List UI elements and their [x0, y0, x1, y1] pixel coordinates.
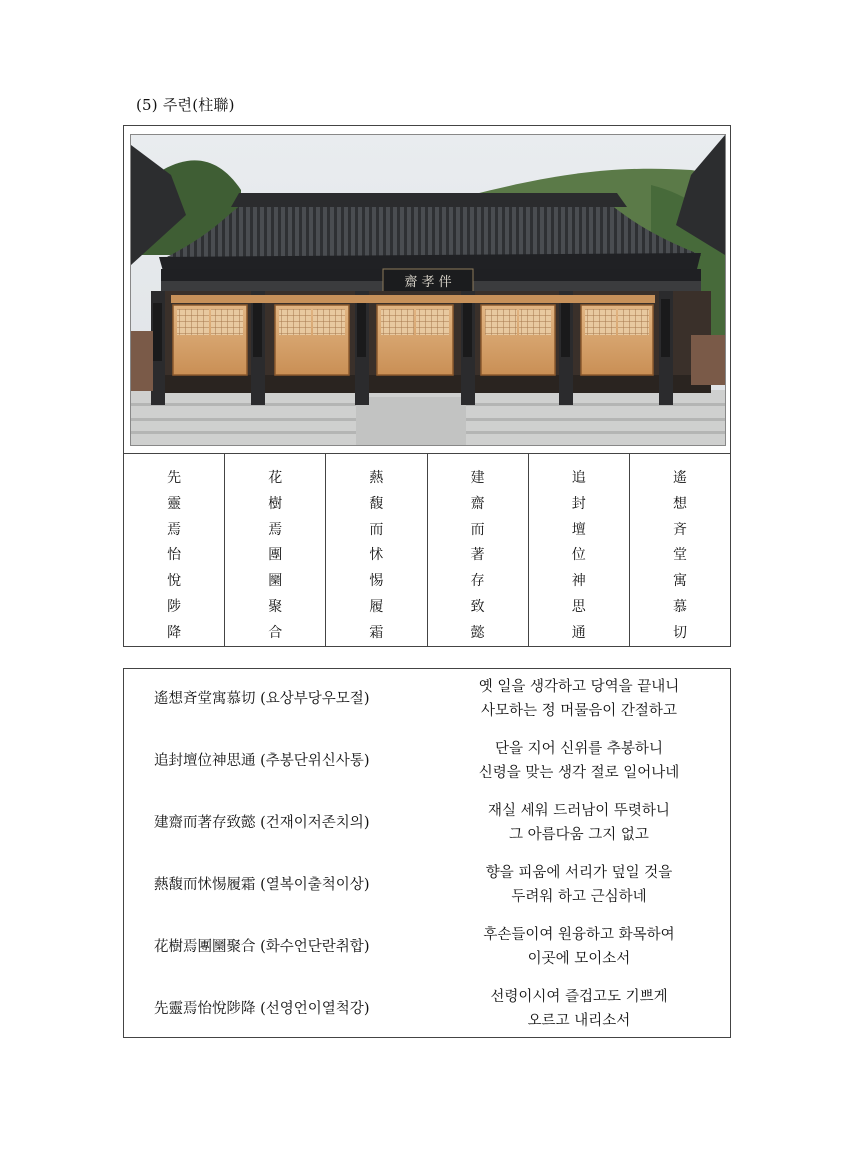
couplet-character: 樹	[268, 495, 283, 512]
translation-line: 그 아름다움 그지 없고	[509, 827, 649, 843]
couplet-character: 慕	[672, 598, 687, 615]
translation-row	[124, 731, 730, 793]
couplet-character: 著	[470, 547, 485, 564]
couplet-character: 怵	[369, 547, 384, 564]
couplet-character: 通	[571, 624, 586, 641]
couplet-column	[629, 454, 730, 647]
couplet-character: 而	[470, 521, 485, 538]
couplet-character: 花	[268, 470, 283, 486]
couplet-character: 想	[672, 495, 687, 512]
translation-row	[124, 917, 730, 979]
hanja-reading: 爇馥而怵惕履霜 (열복이출척이상)	[154, 877, 370, 893]
hanja-reading: 追封壇位神思通 (추봉단위신사통)	[154, 753, 370, 769]
couplet-character: 封	[571, 495, 586, 512]
signboard-text: 齋 孝 伴	[404, 275, 452, 290]
translation-line: 옛 일을 생각하고 당역을 끝내니	[478, 679, 680, 695]
translation-line: 향을 피움에 서리가 덮일 것을	[485, 865, 673, 881]
couplet-column	[124, 454, 224, 647]
couplet-character: 建	[470, 470, 485, 486]
translation-line: 단을 지어 신위를 추봉하니	[495, 741, 663, 757]
couplet-character: 履	[369, 598, 384, 615]
couplet-character: 悅	[167, 573, 182, 590]
translation-line: 이곳에 모이소서	[527, 951, 631, 967]
couplet-column	[224, 454, 325, 647]
couplet-character: 先	[167, 470, 182, 486]
couplet-character: 聚	[268, 598, 283, 615]
couplet-column	[427, 454, 528, 647]
hanja-reading: 建齋而著存致懿 (건재이저존치의)	[154, 815, 370, 831]
korean-translation	[440, 799, 718, 847]
couplet-character: 遙	[672, 470, 687, 486]
translation-line: 재실 세워 드러남이 뚜렷하니	[488, 803, 670, 819]
couplet-character: 寓	[672, 573, 687, 590]
couplet-character: 爇	[369, 470, 384, 486]
translation-row	[124, 669, 730, 731]
couplet-character: 而	[369, 521, 384, 538]
translation-line: 두려워 하고 근심하네	[511, 889, 647, 905]
couplet-character: 致	[470, 598, 485, 615]
hanja-reading: 先靈焉怡悅陟降 (선영언이열척강)	[154, 1001, 370, 1017]
translation-line: 후손들이여 원융하고 화목하여	[483, 927, 675, 943]
korean-translation	[440, 861, 718, 909]
couplet-character: 壇	[571, 521, 586, 538]
couplet-character: 焉	[167, 521, 182, 538]
couplet-character: 堂	[672, 547, 687, 564]
couplet-character: 馥	[369, 495, 384, 512]
korean-translation	[440, 675, 718, 723]
hanja-reading: 遙想斉堂寓慕切 (요상부당우모절)	[154, 691, 370, 707]
translation-row	[124, 793, 730, 855]
hanja-reading: 花樹焉團圞聚合 (화수언단란취합)	[154, 939, 370, 955]
translation-table	[123, 668, 731, 1038]
hanok-photo	[130, 134, 726, 446]
translation-line: 오르고 내리소서	[527, 1013, 631, 1029]
couplet-character: 惕	[369, 573, 384, 590]
korean-translation	[440, 737, 718, 785]
couplet-character: 斉	[672, 521, 687, 538]
couplet-character: 圞	[268, 573, 283, 590]
couplet-character: 靈	[167, 495, 182, 512]
couplet-character: 焉	[268, 521, 283, 538]
korean-translation	[440, 923, 718, 971]
couplet-character: 霜	[369, 624, 384, 641]
pillar-couplet-columns	[124, 453, 730, 647]
couplet-character: 存	[470, 573, 485, 590]
couplet-character: 怡	[167, 547, 182, 564]
couplet-character: 追	[571, 470, 586, 486]
translation-row	[124, 979, 730, 1041]
couplet-character: 切	[672, 624, 687, 641]
translation-line: 신령을 맞는 생각 절로 일어나네	[478, 765, 680, 781]
couplet-character: 懿	[470, 624, 485, 641]
translation-line: 사모하는 정 머물음이 간절하고	[481, 703, 677, 719]
couplet-character: 降	[167, 624, 182, 641]
translation-line: 선령이시여 즐겁고도 기쁘게	[490, 989, 668, 1005]
korean-translation	[440, 985, 718, 1033]
couplet-character: 合	[268, 624, 283, 641]
couplet-character: 齋	[470, 495, 485, 512]
section-title: (5) 주련(柱聯)	[136, 96, 235, 114]
couplet-character: 團	[268, 547, 283, 564]
pillar-couplet-box	[123, 125, 731, 647]
couplet-character: 陟	[167, 598, 182, 615]
couplet-character: 位	[571, 547, 586, 564]
couplet-character: 思	[571, 598, 586, 615]
couplet-column	[528, 454, 629, 647]
couplet-character: 神	[571, 573, 586, 590]
couplet-column	[325, 454, 426, 647]
translation-row	[124, 855, 730, 917]
